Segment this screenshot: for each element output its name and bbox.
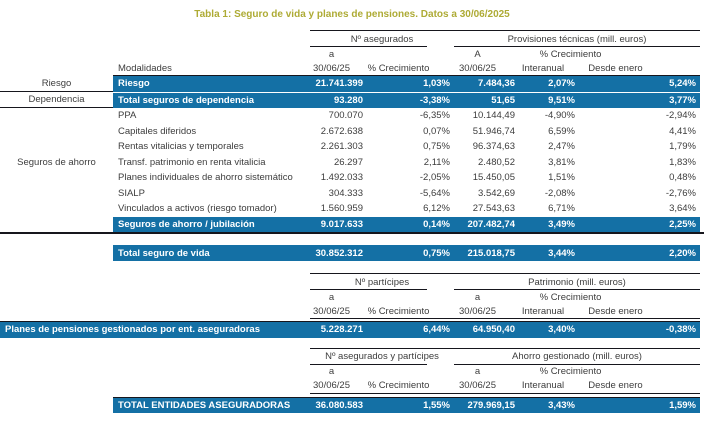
table-row <box>0 321 700 338</box>
column-header-row <box>0 379 700 394</box>
column-header-crecimiento: % Crecimiento <box>367 61 454 76</box>
value-cell: 9.017.633 <box>320 218 363 230</box>
value-cell: -2,76% <box>665 187 696 199</box>
value-cell: 3,40% <box>548 324 575 336</box>
value-cell: 2,25% <box>669 218 696 230</box>
value-cell: 0,48% <box>669 172 696 184</box>
table-seguro-vida <box>0 30 700 232</box>
column-header-fecha: 30/06/25 <box>310 304 367 319</box>
subheader-crecimiento: % Crecimiento <box>539 366 602 377</box>
value-cell: 6,71% <box>548 203 575 215</box>
value-cell: 64.950,40 <box>472 324 515 336</box>
group-header-asegurados <box>310 30 454 47</box>
group-header-row <box>0 30 700 47</box>
modalidad-cell: SIALP <box>118 187 145 199</box>
value-cell: 207.482,74 <box>467 218 515 230</box>
value-cell: 2.672.638 <box>320 125 363 137</box>
value-cell: 2.261.303 <box>320 141 363 153</box>
modalidad-cell: Total seguro de vida <box>118 247 210 259</box>
modalidad-cell: Rentas vitalicias y temporales <box>118 141 244 153</box>
highlight-row-dependencia <box>113 93 700 109</box>
value-cell: 700.070 <box>328 110 363 122</box>
value-cell: 2,47% <box>548 141 575 153</box>
table-row <box>0 201 700 217</box>
column-header-desde-enero: Desde enero <box>579 304 700 319</box>
column-header-modalidades: Modalidades <box>113 61 310 76</box>
underline <box>454 289 700 290</box>
value-cell: 9,51% <box>548 94 575 106</box>
group-header-label: Nº asegurados <box>350 33 414 45</box>
column-header-fecha: 30/06/25 <box>310 379 367 394</box>
spacer <box>0 245 113 261</box>
value-cell: 0,75% <box>423 141 450 153</box>
value-cell: 5.228.271 <box>320 324 363 336</box>
subheader-row <box>0 365 700 379</box>
group-header-label: Ahorro gestionado (mill. euros) <box>512 351 642 362</box>
spacer <box>0 61 113 76</box>
subheader-row <box>0 290 700 304</box>
spacer <box>0 397 113 414</box>
group-header-provisiones <box>454 30 700 47</box>
value-cell: 21.741.399 <box>315 78 363 90</box>
group-header-row <box>0 348 700 365</box>
table-row <box>0 186 700 202</box>
table-row <box>0 76 700 92</box>
subheader-a: a <box>474 291 481 303</box>
value-cell: 2.480,52 <box>478 156 515 168</box>
table-row <box>0 93 700 109</box>
table-row <box>0 108 700 124</box>
group-header-label: Patrimonio (mill. euros) <box>528 276 626 288</box>
column-header-crecimiento: % Crecimiento <box>367 304 454 319</box>
group-header-asegurados-participes <box>310 348 454 365</box>
modalidad-cell: PPA <box>118 110 137 122</box>
value-cell: 93.280 <box>333 94 363 106</box>
modalidad-cell: TOTAL ENTIDADES ASEGURADORAS <box>118 399 291 411</box>
value-cell: 6,44% <box>423 324 450 336</box>
column-header-interanual: Interanual <box>519 61 579 76</box>
column-header-desde-enero: Desde enero <box>579 379 700 394</box>
value-cell: 1,51% <box>548 172 575 184</box>
column-header-row <box>0 304 700 319</box>
group-header-label: Nº asegurados y partícipes <box>325 351 439 362</box>
value-cell: 3,64% <box>669 203 696 215</box>
subheader-a: a <box>328 366 335 377</box>
modalidad-cell: Transf. patrimonio en renta vitalicia <box>118 156 266 168</box>
value-cell: 7.484,36 <box>478 78 515 90</box>
spacer <box>0 201 113 217</box>
side-label-seguros-de-ahorro: Seguros de ahorro <box>17 156 96 168</box>
subheader-a: a <box>328 48 335 60</box>
value-cell: 6,59% <box>548 125 575 137</box>
value-cell: 2,11% <box>423 156 450 168</box>
spacer <box>0 304 310 319</box>
value-cell: 1,03% <box>423 78 450 90</box>
table-row <box>0 124 700 140</box>
value-cell: 27.543,63 <box>472 203 515 215</box>
value-cell: 215.018,75 <box>467 247 515 259</box>
spacer <box>0 273 310 290</box>
side-label-dependencia: Dependencia <box>0 93 113 109</box>
value-cell: -4,90% <box>544 110 575 122</box>
spacer <box>0 290 310 304</box>
value-cell: -2,94% <box>665 110 696 122</box>
spacer <box>0 348 310 365</box>
spacer <box>0 124 113 140</box>
value-cell: 1,59% <box>669 399 696 411</box>
value-cell: -5,64% <box>419 187 450 199</box>
value-cell: 3,81% <box>548 156 575 168</box>
group-header-participes <box>310 273 454 290</box>
spacer <box>367 365 454 379</box>
group-header-label: Provisiones técnicas (mill. euros) <box>507 33 647 45</box>
table-row <box>0 397 700 414</box>
highlight-row-total-entidades <box>113 397 700 414</box>
value-cell: 26.297 <box>333 156 363 168</box>
value-cell: 1,79% <box>669 141 696 153</box>
spacer <box>0 47 310 61</box>
column-header-fecha: 30/06/25 <box>310 61 367 76</box>
highlight-row-ahorro-jubilacion <box>113 217 700 233</box>
side-label-riesgo: Riesgo <box>0 76 113 92</box>
value-cell: 279.969,15 <box>467 399 515 411</box>
value-cell: 10.144,49 <box>472 110 515 122</box>
value-cell: -3,38% <box>419 94 450 106</box>
value-cell: -2,05% <box>419 172 450 184</box>
spacer <box>0 139 113 155</box>
column-header-fecha: 30/06/25 <box>454 304 519 319</box>
value-cell: 5,24% <box>669 78 696 90</box>
modalidad-cell: Vinculados a activos (riesgo tomador) <box>118 203 277 215</box>
spacer <box>367 47 454 61</box>
modalidad-cell: Riesgo <box>118 78 150 90</box>
modalidad-cell: Planes de pensiones gestionados por ent. aseguradoras <box>5 324 260 336</box>
column-header-fecha: 30/06/25 <box>454 61 519 76</box>
spacer <box>0 30 310 47</box>
subheader-a: A <box>474 48 481 60</box>
value-cell: -6,35% <box>419 110 450 122</box>
value-cell: 1,55% <box>423 399 450 411</box>
table-total-entidades <box>0 348 700 414</box>
value-cell: 15.450,05 <box>472 172 515 184</box>
modalidad-cell: Total seguros de dependencia <box>118 94 255 106</box>
underline <box>310 364 427 365</box>
value-cell: 1.560.959 <box>320 203 363 215</box>
column-header-desde-enero: Desde enero <box>579 61 700 76</box>
spacer <box>0 108 113 124</box>
value-cell: 3,44% <box>548 247 575 259</box>
subheader-crecimiento: % Crecimiento <box>539 291 602 303</box>
spacer <box>0 186 113 202</box>
highlight-row-riesgo <box>113 76 700 92</box>
table-row <box>0 245 700 261</box>
value-cell: 3,43% <box>548 399 575 411</box>
value-cell: 0,07% <box>423 125 450 137</box>
spacer <box>0 365 310 379</box>
table-planes-pensiones <box>0 273 700 338</box>
value-cell: -2,08% <box>544 187 575 199</box>
spacer <box>367 290 454 304</box>
value-cell: 51,65 <box>491 94 515 106</box>
value-cell: 36.080.583 <box>315 399 363 411</box>
group-header-ahorro-gestionado <box>454 348 700 365</box>
value-cell: 0,14% <box>423 218 450 230</box>
modalidad-cell: Planes individuales de ahorro sistemático <box>118 172 293 184</box>
group-header-row <box>0 273 700 290</box>
value-cell: 1.492.033 <box>320 172 363 184</box>
value-cell: 3.542,69 <box>478 187 515 199</box>
value-cell: 30.852.312 <box>315 247 363 259</box>
value-cell: 0,75% <box>423 247 450 259</box>
group-header-patrimonio <box>454 273 700 290</box>
underline <box>454 46 700 47</box>
spacer <box>0 170 113 186</box>
underline <box>310 46 427 47</box>
highlight-row-total-vida <box>113 245 700 261</box>
group-header-label: Nº partícipes <box>354 276 410 288</box>
modalidad-cell: Capitales diferidos <box>118 125 197 137</box>
value-cell: 304.333 <box>328 187 363 199</box>
underline <box>310 289 427 290</box>
value-cell: -0,38% <box>665 324 696 336</box>
subheader-row <box>0 47 700 61</box>
spacer <box>0 379 310 394</box>
value-cell: 2,07% <box>548 78 575 90</box>
table-row <box>0 139 700 155</box>
value-cell: 2,20% <box>669 247 696 259</box>
column-header-fecha: 30/06/25 <box>454 379 519 394</box>
column-header-crecimiento: % Crecimiento <box>367 379 454 394</box>
value-cell: 1,83% <box>669 156 696 168</box>
subheader-a: a <box>474 366 481 377</box>
column-header-row <box>0 61 700 76</box>
value-cell: 96.374,63 <box>472 141 515 153</box>
value-cell: 6,12% <box>423 203 450 215</box>
table-row <box>0 217 700 233</box>
value-cell: 3,77% <box>669 94 696 106</box>
column-header-interanual: Interanual <box>519 304 579 319</box>
total-seguro-vida-section <box>0 245 700 261</box>
subheader-crecimiento: % Crecimiento <box>539 48 602 60</box>
table-row <box>0 170 700 186</box>
highlight-row-planes-pensiones <box>0 321 700 338</box>
column-header-interanual: Interanual <box>519 379 579 394</box>
table-row <box>0 155 700 171</box>
value-cell: 3,49% <box>548 218 575 230</box>
page-title: Tabla 1: Seguro de vida y planes de pensiones. Datos a 30/06/2025 <box>194 9 510 20</box>
modalidad-cell: Seguros de ahorro / jubilación <box>118 218 255 230</box>
value-cell: 4,41% <box>669 125 696 137</box>
section-divider <box>0 232 704 234</box>
subheader-a: a <box>328 291 335 303</box>
spacer <box>0 217 113 233</box>
underline <box>454 364 700 365</box>
value-cell: 51.946,74 <box>472 125 515 137</box>
